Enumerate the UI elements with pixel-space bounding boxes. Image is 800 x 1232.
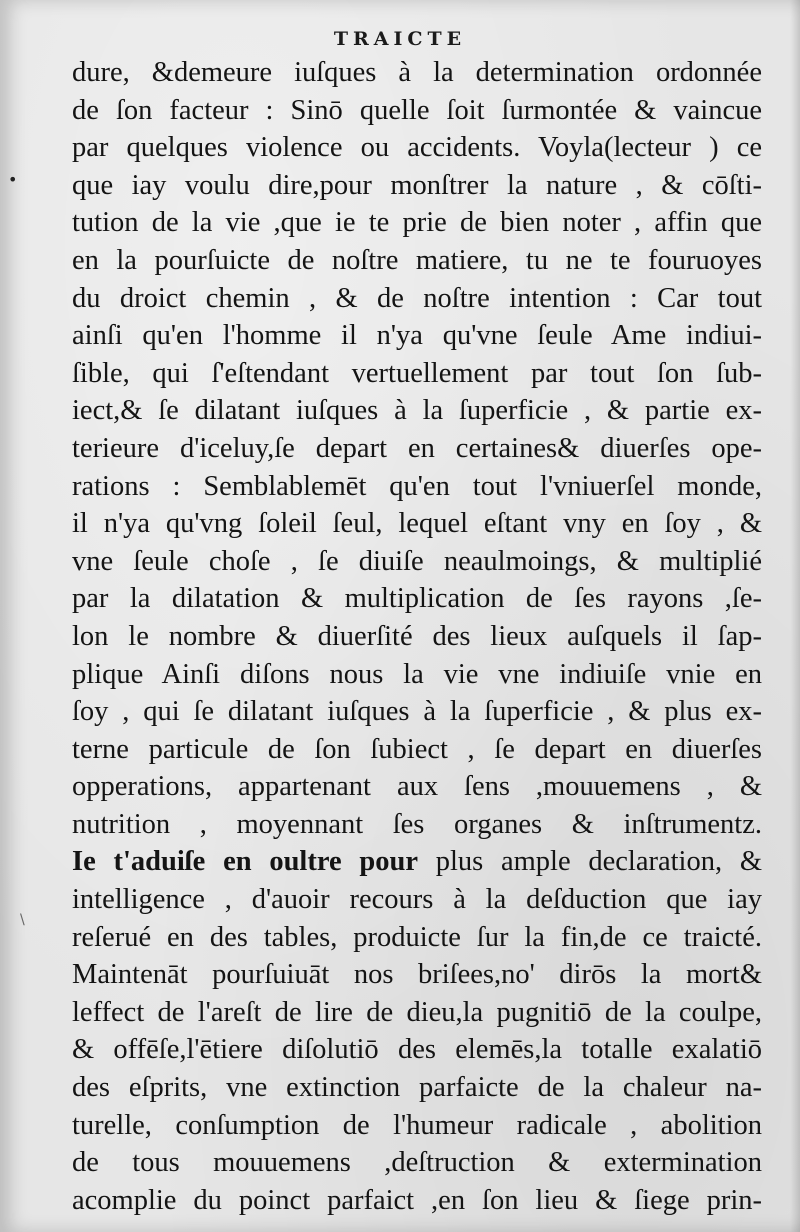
text-line: par quelques violence ou accidents. Voyla(lecteur ) ce: [72, 132, 762, 164]
text-line: dure, &demeure iuſques à la determination ordonnée: [72, 57, 762, 88]
text-line: reſerué en des tables, produicte ſur la fin,de ce traicté.: [72, 921, 762, 953]
text-line: il n'ya qu'vng ſoleil ſeul, lequel eſtant vny en ſoy , &: [72, 508, 762, 540]
text-line: de tous mouuemens ,deſtruction & extermination: [72, 1147, 762, 1179]
text-line: turelle, conſumption de l'humeur radicale , abolition: [72, 1109, 762, 1141]
text-line: de ſon facteur : Sinō quelle ſoit ſurmontée & vaincue: [72, 94, 762, 126]
text-line: ainſi qu'en l'homme il n'ya qu'vne ſeule Ame indiui-: [72, 320, 762, 352]
text-line: par la dilatation & multiplication de ſes rayons ,ſe-: [72, 583, 762, 615]
text-line: iect,& ſe dilatant iuſques à la ſuperficie , & partie ex-: [72, 395, 762, 427]
text-line: ſible, qui ſ'eſtendant vertuellement par tout ſon ſub-: [72, 357, 762, 389]
paragraph-lead-rest: plus ample declaration, &: [417, 846, 762, 878]
paragraph-start-line: [72, 843, 762, 881]
text-line: du droict chemin , & de noſtre intention : Car tout: [72, 282, 762, 314]
text-line: intelligence , d'auoir recours à la deſduction que iay: [72, 884, 762, 916]
page-edge-shadow: [790, 0, 800, 1232]
body-text: [72, 54, 762, 1219]
paragraph-bold-lead: Ie t'aduiſe en oultre pour: [72, 846, 418, 878]
text-line: leffect de l'areſt de lire de dieu,la pugnitiō de la coulpe,: [72, 996, 762, 1028]
text-line: Maintenāt pourſuiuāt nos briſees,no' dirōs la mort&: [72, 959, 762, 991]
text-line: acomplie du poinct parfaict ,en ſon lieu & ſiege prin-: [72, 1184, 762, 1216]
margin-tick-mark: \: [20, 912, 25, 928]
text-line: terne particule de ſon ſubiect , ſe depart en diuerſes: [72, 733, 762, 765]
text-line: tution de la vie ,que ie te prie de bien noter , affin que: [72, 207, 762, 239]
text-line: opperations, appartenant aux ſens ,mouuemens , &: [72, 771, 762, 803]
text-line: ſoy , qui ſe dilatant iuſques à la ſuperficie , & plus ex-: [72, 696, 762, 728]
margin-bullet-mark: •: [8, 170, 18, 189]
text-line: que iay voulu dire,pour monſtrer la nature , & cōſti-: [72, 169, 762, 201]
text-line: & offēſe,l'ētiere diſolutiō des elemēs,la totalle exalatiō: [72, 1034, 762, 1066]
text-line: terieure d'iceluy,ſe depart en certaines& diuerſes ope-: [72, 432, 762, 464]
text-line: vne ſeule choſe , ſe diuiſe neaulmoings, & multiplié: [72, 545, 762, 577]
text-line: en la pourſuicte de noſtre matiere, tu ne te fouruoyes: [72, 244, 762, 276]
text-line: plique Ainſi diſons nous la vie vne indiuiſe vnie en: [72, 658, 762, 690]
text-line: lon le nombre & diuerſité des lieux auſquels il ſap-: [72, 620, 762, 652]
text-line: nutrition , moyennant ſes organes & inſtrumentz.: [72, 808, 762, 840]
text-line: rations : Semblablemēt qu'en tout l'vniuerſel monde,: [72, 470, 762, 502]
running-head: TRAICTE: [333, 28, 467, 50]
text-line: des eſprits, vne extinction parfaicte de la chaleur na-: [72, 1072, 762, 1104]
